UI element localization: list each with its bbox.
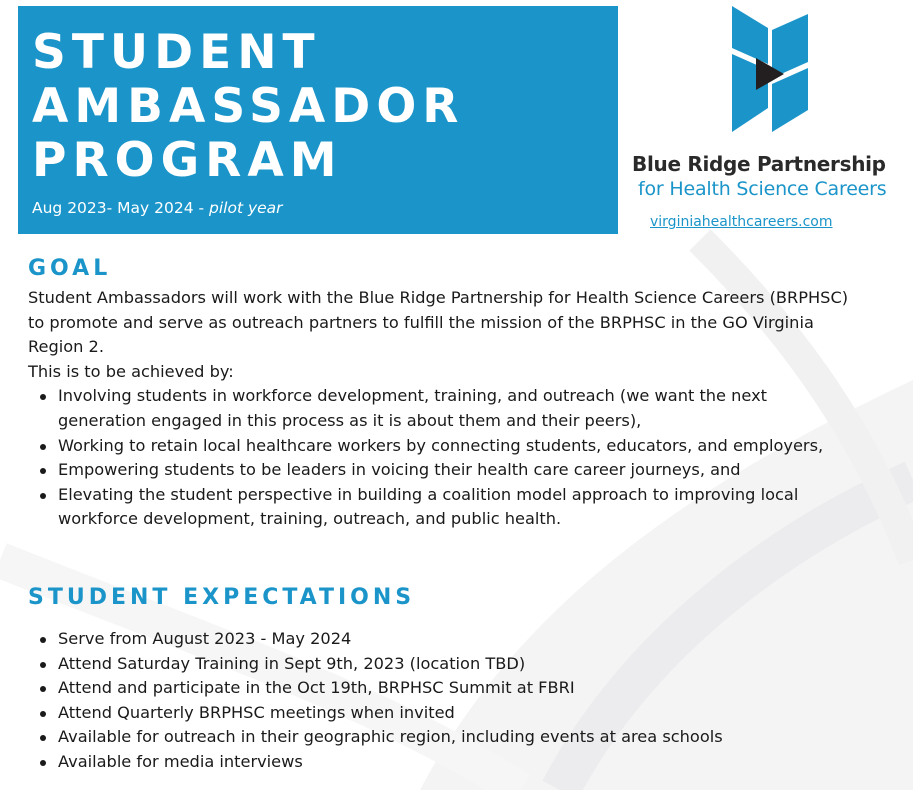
goal-section xyxy=(28,286,858,532)
goal-heading: GOAL xyxy=(28,256,112,281)
expectations-section xyxy=(28,627,858,775)
list-item: Available for outreach in their geographic region, including events at area schools xyxy=(28,725,858,750)
date-range: Aug 2023- May 2024 - xyxy=(32,199,210,217)
list-item: Involving students in workforce development, training, and outreach (we want the next generation engaged in this process as it is about them and their peers), xyxy=(28,384,858,433)
title-line-1: STUDENT xyxy=(32,25,321,80)
list-item: Elevating the student perspective in building a coalition model approach to improving local workforce development, training, outreach, and public health. xyxy=(28,483,858,532)
list-item: Attend and participate in the Oct 19th, BRPHSC Summit at FBRI xyxy=(28,676,858,701)
title-banner xyxy=(18,6,618,234)
pilot-label: pilot year xyxy=(209,199,283,217)
brphsc-logo-icon xyxy=(732,6,808,132)
list-item: Attend Saturday Training in Sept 9th, 2023 (location TBD) xyxy=(28,652,858,677)
goal-intro: Student Ambassadors will work with the Blue Ridge Partnership for Health Science Careers (BRPHSC) to promote and serve as outreach partners to fulfill the mission of the BRPHSC in the GO Virginia Region 2. xyxy=(28,288,849,357)
title-line-2: AMBASSADOR xyxy=(32,79,465,134)
list-item: Available for media interviews xyxy=(28,750,858,775)
expectations-heading: STUDENT EXPECTATIONS xyxy=(28,585,416,610)
goal-bullet-list xyxy=(28,384,858,532)
org-name-line1: Blue Ridge Partnership xyxy=(632,152,886,176)
list-item: Serve from August 2023 - May 2024 xyxy=(28,627,858,652)
list-item: Working to retain local healthcare workers by connecting students, educators, and employers, xyxy=(28,434,858,459)
organization-logo xyxy=(628,6,913,236)
program-dates xyxy=(32,199,618,217)
expectations-bullet-list xyxy=(28,627,858,775)
goal-achieved-by: This is to be achieved by: xyxy=(28,361,234,381)
list-item: Empowering students to be leaders in voicing their health care career journeys, and xyxy=(28,458,858,483)
title-line-3: PROGRAM xyxy=(32,133,343,188)
org-name-line2: for Health Science Careers xyxy=(638,178,887,200)
website-link[interactable]: virginiahealthcareers.com xyxy=(650,214,833,230)
list-item: Attend Quarterly BRPHSC meetings when invited xyxy=(28,701,858,726)
